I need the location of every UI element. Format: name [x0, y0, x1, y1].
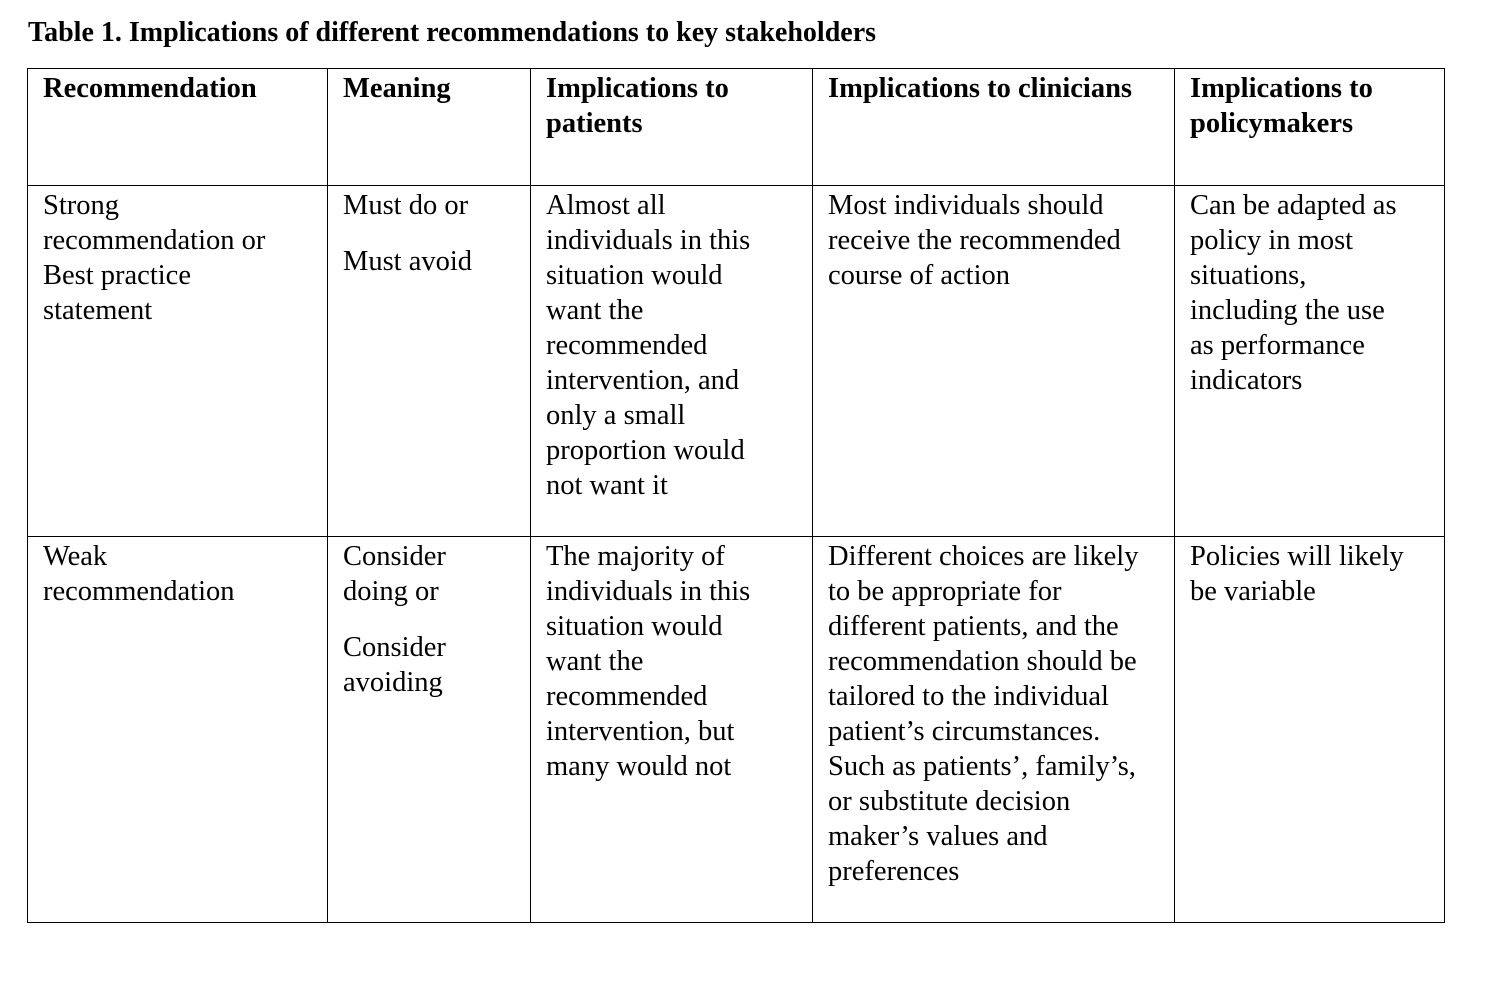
header-patients [531, 69, 813, 186]
cell-line: Consider [343, 541, 446, 572]
cell-line: Strong [43, 190, 120, 221]
cell-line: or substitute decision [828, 786, 1071, 817]
table-caption: Table 1. Implications of different recommendations to key stakeholders [28, 17, 877, 48]
table-header-row [28, 69, 1445, 186]
header-line: Implications to clinicians [828, 73, 1133, 104]
cell-clinicians [813, 186, 1175, 537]
cell-line: preferences [828, 856, 960, 887]
cell-line: The majority of [546, 541, 725, 572]
cell-meaning [328, 186, 531, 537]
cell-patients [531, 186, 813, 537]
cell-line: different patients, and the [828, 611, 1119, 642]
cell-line: want the [546, 646, 644, 677]
cell-line: tailored to the individual [828, 681, 1109, 712]
cell-line: situation would [546, 611, 723, 642]
cell-line: intervention, and [546, 365, 740, 396]
cell-line: recommendation [43, 576, 235, 607]
cell-line: Best practice [43, 260, 191, 291]
cell-line: individuals in this [546, 576, 751, 607]
header-line: Implications to [1190, 73, 1373, 104]
header-recommendation [28, 69, 328, 186]
cell-line: not want it [546, 470, 668, 501]
header-line: Recommendation [43, 73, 257, 104]
cell-recommendation [28, 186, 328, 537]
cell-clinicians [813, 537, 1175, 923]
cell-line: be variable [1190, 576, 1316, 607]
cell-line: Must do or [343, 190, 469, 221]
recommendations-table [27, 68, 1445, 923]
header-line: patients [546, 108, 643, 139]
header-policymakers [1175, 69, 1445, 186]
header-meaning [328, 69, 531, 186]
table-row-weak [28, 537, 1445, 923]
header-line: Implications to [546, 73, 729, 104]
cell-line: patient’s circumstances. [828, 716, 1101, 747]
header-clinicians [813, 69, 1175, 186]
cell-line: maker’s values and [828, 821, 1048, 852]
cell-line: recommendation should be [828, 646, 1137, 677]
cell-line: situation would [546, 260, 723, 291]
cell-line: many would not [546, 751, 732, 782]
paragraph-gap [343, 223, 522, 244]
cell-line: including the use [1190, 295, 1385, 326]
cell-line: recommended [546, 681, 708, 712]
table-row-strong [28, 186, 1445, 537]
cell-line: avoiding [343, 667, 443, 698]
cell-line: Must avoid [343, 246, 473, 277]
cell-policymakers [1175, 537, 1445, 923]
cell-line: statement [43, 295, 153, 326]
cell-line: Most individuals should [828, 190, 1104, 221]
cell-line: want the [546, 295, 644, 326]
cell-policymakers [1175, 186, 1445, 537]
cell-line: Can be adapted as [1190, 190, 1397, 221]
cell-line: receive the recommended [828, 225, 1121, 256]
cell-line: Such as patients’, family’s, [828, 751, 1136, 782]
cell-line: policy in most [1190, 225, 1354, 256]
cell-recommendation [28, 537, 328, 923]
header-line: policymakers [1190, 108, 1354, 139]
cell-line: Policies will likely [1190, 541, 1404, 572]
cell-line: to be appropriate for [828, 576, 1062, 607]
cell-line: intervention, but [546, 716, 735, 747]
cell-line: Consider [343, 632, 446, 663]
cell-line: Different choices are likely [828, 541, 1139, 572]
header-line: Meaning [343, 73, 451, 104]
cell-line: Almost all [546, 190, 666, 221]
cell-line: doing or [343, 576, 439, 607]
cell-line: as performance [1190, 330, 1365, 361]
cell-line: recommendation or [43, 225, 266, 256]
cell-meaning [328, 537, 531, 923]
cell-line: proportion would [546, 435, 745, 466]
cell-line: individuals in this [546, 225, 751, 256]
cell-line: recommended [546, 330, 708, 361]
cell-patients [531, 537, 813, 923]
cell-line: situations, [1190, 260, 1307, 291]
cell-line: only a small [546, 400, 686, 431]
cell-line: course of action [828, 260, 1011, 291]
cell-line: indicators [1190, 365, 1303, 396]
cell-line: Weak [43, 541, 108, 572]
paragraph-gap [343, 609, 522, 630]
